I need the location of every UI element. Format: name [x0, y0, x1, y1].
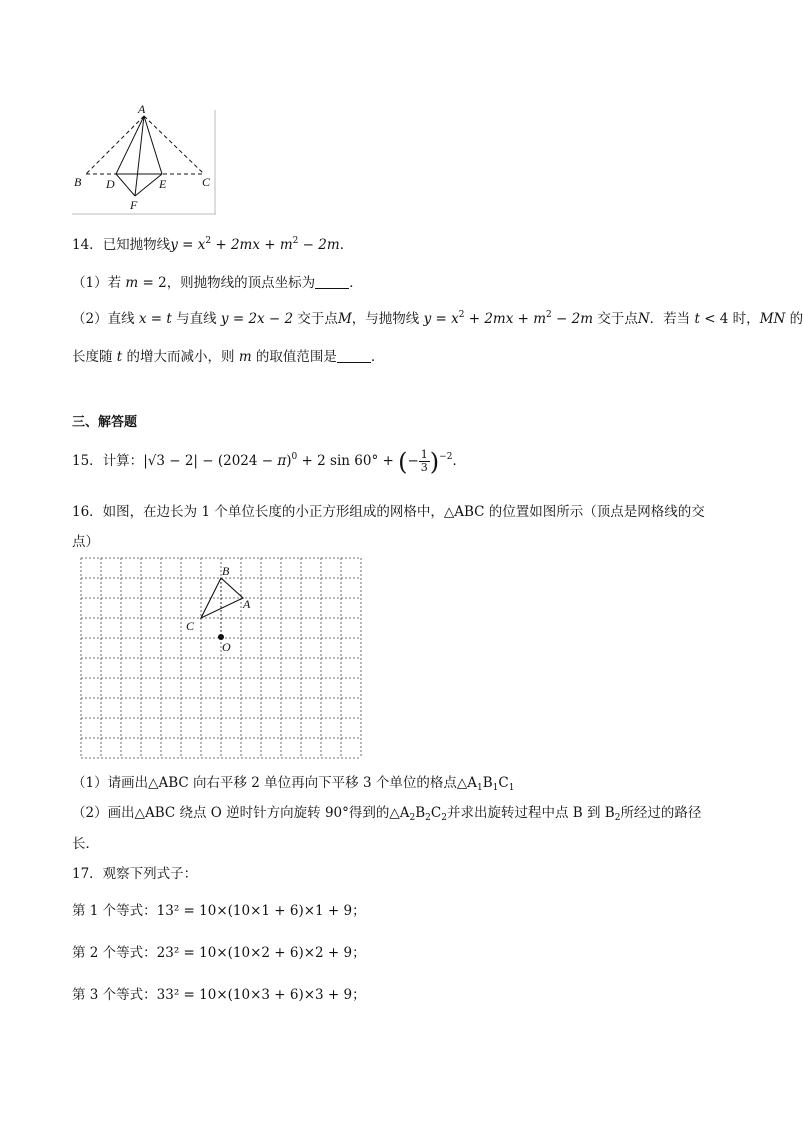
- label-d: D: [106, 177, 115, 191]
- line-af: [135, 116, 144, 196]
- q14-part1: （1）若 m = 2，则抛物线的顶点坐标为 ．: [72, 275, 363, 291]
- q16-line2: 点）: [72, 534, 99, 550]
- grid-label-o: O: [222, 640, 231, 654]
- q17-stem: 17．观察下列式子：: [72, 866, 198, 882]
- label-e: E: [159, 177, 167, 191]
- q16-line1: 16．如图，在边长为 1 个单位长度的小正方形组成的网格中，△ABC 的位置如图所示（顶点是网格线的交: [72, 504, 705, 520]
- answer-blank[interactable]: [315, 276, 349, 289]
- grid-label-b: B: [222, 564, 230, 578]
- grid-label-c: C: [186, 619, 195, 633]
- line-ef: [135, 174, 162, 196]
- q17-eq1: 第 1 个等式：13² = 10×(10×1 + 6)×1 + 9；: [72, 903, 366, 919]
- label-b: B: [74, 175, 82, 189]
- q17-eq2: 第 2 个等式：23² = 10×(10×2 + 6)×2 + 9；: [72, 945, 366, 961]
- line-ab: [86, 116, 144, 174]
- q15-line: 15．计算：$|√3 - 2| - (2024 - \pi)^0 + 2$ sin 60° + (− $\frac{1}{3}$ )$^{-2}$．: [72, 448, 466, 476]
- line-df: [116, 174, 135, 196]
- q14-equation: $y = x^2 + 2mx + m^2 - 2m$: [170, 236, 340, 253]
- fraction-one-third: $\frac{1}{3}$: [420, 448, 428, 474]
- q14-number: 14．: [72, 237, 103, 253]
- q14-part2-line1: （2）直线 x = t 与直线 y = 2x − 2 交于点M，与抛物线 $y = x^2 + 2mx + m^2 - 2m$ 交于点N．若当 t < 4 时，MN 的: [72, 310, 803, 327]
- q16-part1: （1）请画出△ABC 向右平移 2 单位再向下平移 3 个单位的格点$\triangle A_1B_1C_1$: [72, 775, 515, 793]
- line-ad: [116, 116, 144, 174]
- label-c: C: [202, 175, 211, 189]
- answer-blank[interactable]: [337, 350, 371, 363]
- q16-part2: （2）画出△ABC 绕点 O 逆时针方向旋转 90°得到的$\triangle A_2B_2C_2$并求出旋转过程中点 B 到 $B_2$所经过的路径: [72, 805, 702, 823]
- q14-part2-line2: 长度随 t 的增大而减小，则 m 的取值范围是 ．: [72, 349, 385, 365]
- label-f: F: [130, 198, 138, 212]
- q16-part2-end: 长．: [72, 836, 99, 852]
- q14-stem: 14．已知抛物线$y = x^2 + 2mx + m^2 - 2m$．: [72, 236, 354, 253]
- q14-stem-text: 已知抛物线: [102, 237, 171, 253]
- figure-triangle-abcdef: [72, 102, 218, 216]
- line-ae: [144, 116, 162, 174]
- grid-figure: [80, 557, 365, 759]
- grid-lines: [81, 558, 361, 758]
- label-a: A: [138, 102, 146, 116]
- grid-label-a: A: [243, 597, 251, 611]
- q17-eq3: 第 3 个等式：33² = 10×(10×3 + 6)×3 + 9；: [72, 987, 366, 1003]
- section-heading: 三、解答题: [72, 415, 138, 430]
